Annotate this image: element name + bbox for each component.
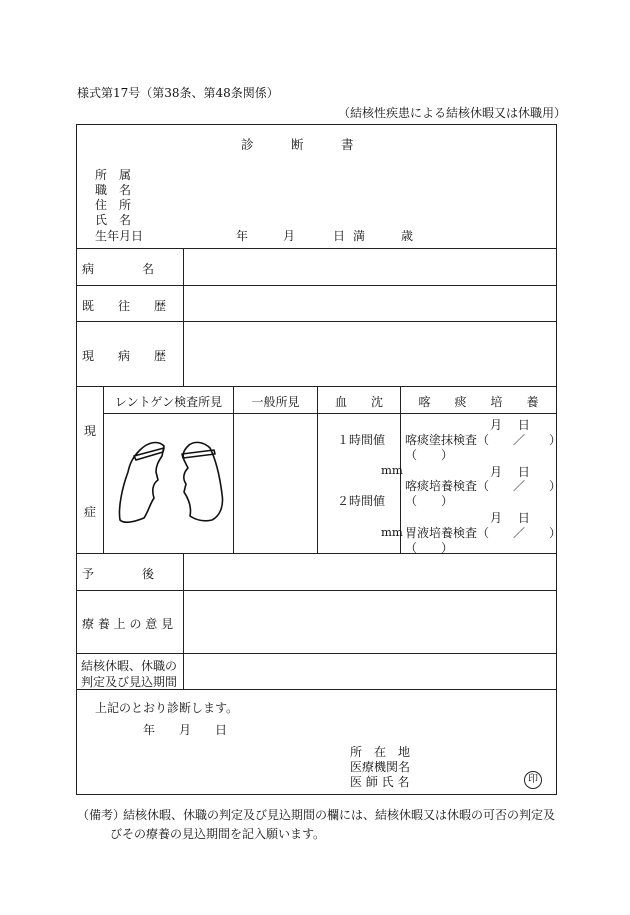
diagnosis-statement: 上記のとおり診断します。 [95, 701, 239, 715]
note-line1: 結核休暇、休職の判定及び見込期間の欄には、結核休暇又は休暇の可否の判定及 [123, 808, 556, 822]
address-label: 住 所 [95, 198, 132, 212]
lung-diagram-icon [112, 432, 232, 532]
location-label: 所 在 地 [350, 745, 411, 759]
prognosis-label: 予 後 [82, 567, 155, 581]
birth-year-label: 年 [236, 229, 249, 243]
recuperation-opinion-label: 療 養 上 の 意 見 [82, 617, 174, 631]
smear-date-label: 月 日 [490, 418, 530, 432]
symptoms-label-top: 現 [84, 424, 97, 438]
gastric-culture-result: （ ） [405, 541, 454, 555]
frame-right [556, 124, 557, 795]
gastric-culture-date-label: 月 日 [490, 511, 530, 525]
smear-result: （ ） [405, 448, 454, 462]
row-divider [103, 413, 557, 414]
birth-day-label: 日 [333, 229, 346, 243]
esr-2h-unit: mm [381, 525, 403, 539]
xray-header: レントゲン検査所見 [114, 395, 223, 409]
column-divider [103, 386, 104, 553]
note-label: （備考） [77, 808, 126, 822]
seal-icon: 印 [524, 771, 542, 789]
affiliation-label: 所 属 [95, 168, 132, 182]
position-label: 職 名 [95, 183, 132, 197]
sputum-culture-date-label: 月 日 [490, 465, 530, 479]
institution-label: 医療機関名 [350, 760, 411, 774]
note-line2: びその療養の見込期間を記入願います。 [110, 827, 326, 841]
past-history-field[interactable] [184, 286, 556, 321]
age-prefix-label: 満 [353, 229, 366, 243]
frame-left [76, 124, 77, 795]
disease-name-label: 病 名 [82, 262, 155, 276]
esr-1h-unit: mm [381, 463, 403, 477]
birth-month-label: 月 [283, 229, 296, 243]
esr-1h-label: １時間値 [337, 433, 386, 447]
age-unit-label: 歳 [401, 229, 414, 243]
recuperation-opinion-field[interactable] [184, 591, 556, 653]
judgment-label-line1: 結核休暇、休職の [81, 659, 178, 673]
judgment-field[interactable] [184, 654, 556, 689]
general-findings-header: 一般所見 [251, 395, 300, 409]
esr-2h-label: ２時間値 [337, 494, 386, 508]
sputum-culture-header: 喀 痰 培 養 [418, 395, 539, 409]
frame-top [76, 124, 557, 125]
disease-name-field[interactable] [184, 249, 556, 285]
present-history-label: 現 病 歴 [82, 349, 167, 363]
form-purpose: （結核性疾患による結核休暇又は休職用） [338, 106, 567, 120]
judgment-label-line2: 判定及び見込期間 [81, 675, 178, 689]
esr-header: 血 沈 [334, 395, 383, 409]
prognosis-field[interactable] [184, 554, 556, 590]
diagnosis-date: 年 月 日 [143, 723, 228, 737]
form-number: 様式第17号（第38条、第48条関係） [77, 86, 279, 100]
past-history-label: 既 往 歴 [82, 299, 167, 313]
symptoms-label-bottom: 症 [84, 505, 97, 519]
name-label: 氏 名 [95, 213, 132, 227]
gastric-culture-label: 胃液培養検査（ ／ ） [405, 526, 562, 540]
present-history-field[interactable] [184, 322, 556, 386]
frame-bottom [76, 794, 557, 795]
column-divider [317, 386, 318, 553]
document-title: 診 断 書 [241, 137, 354, 152]
column-divider [233, 386, 234, 553]
sputum-culture-result: （ ） [405, 494, 454, 508]
sputum-culture-label: 喀痰培養検査（ ／ ） [405, 479, 562, 493]
doctor-name-label: 医 師 氏 名 [350, 775, 410, 789]
smear-test-label: 喀痰塗抹検査（ ／ ） [405, 433, 562, 447]
birthdate-label: 生年月日 [95, 229, 144, 243]
